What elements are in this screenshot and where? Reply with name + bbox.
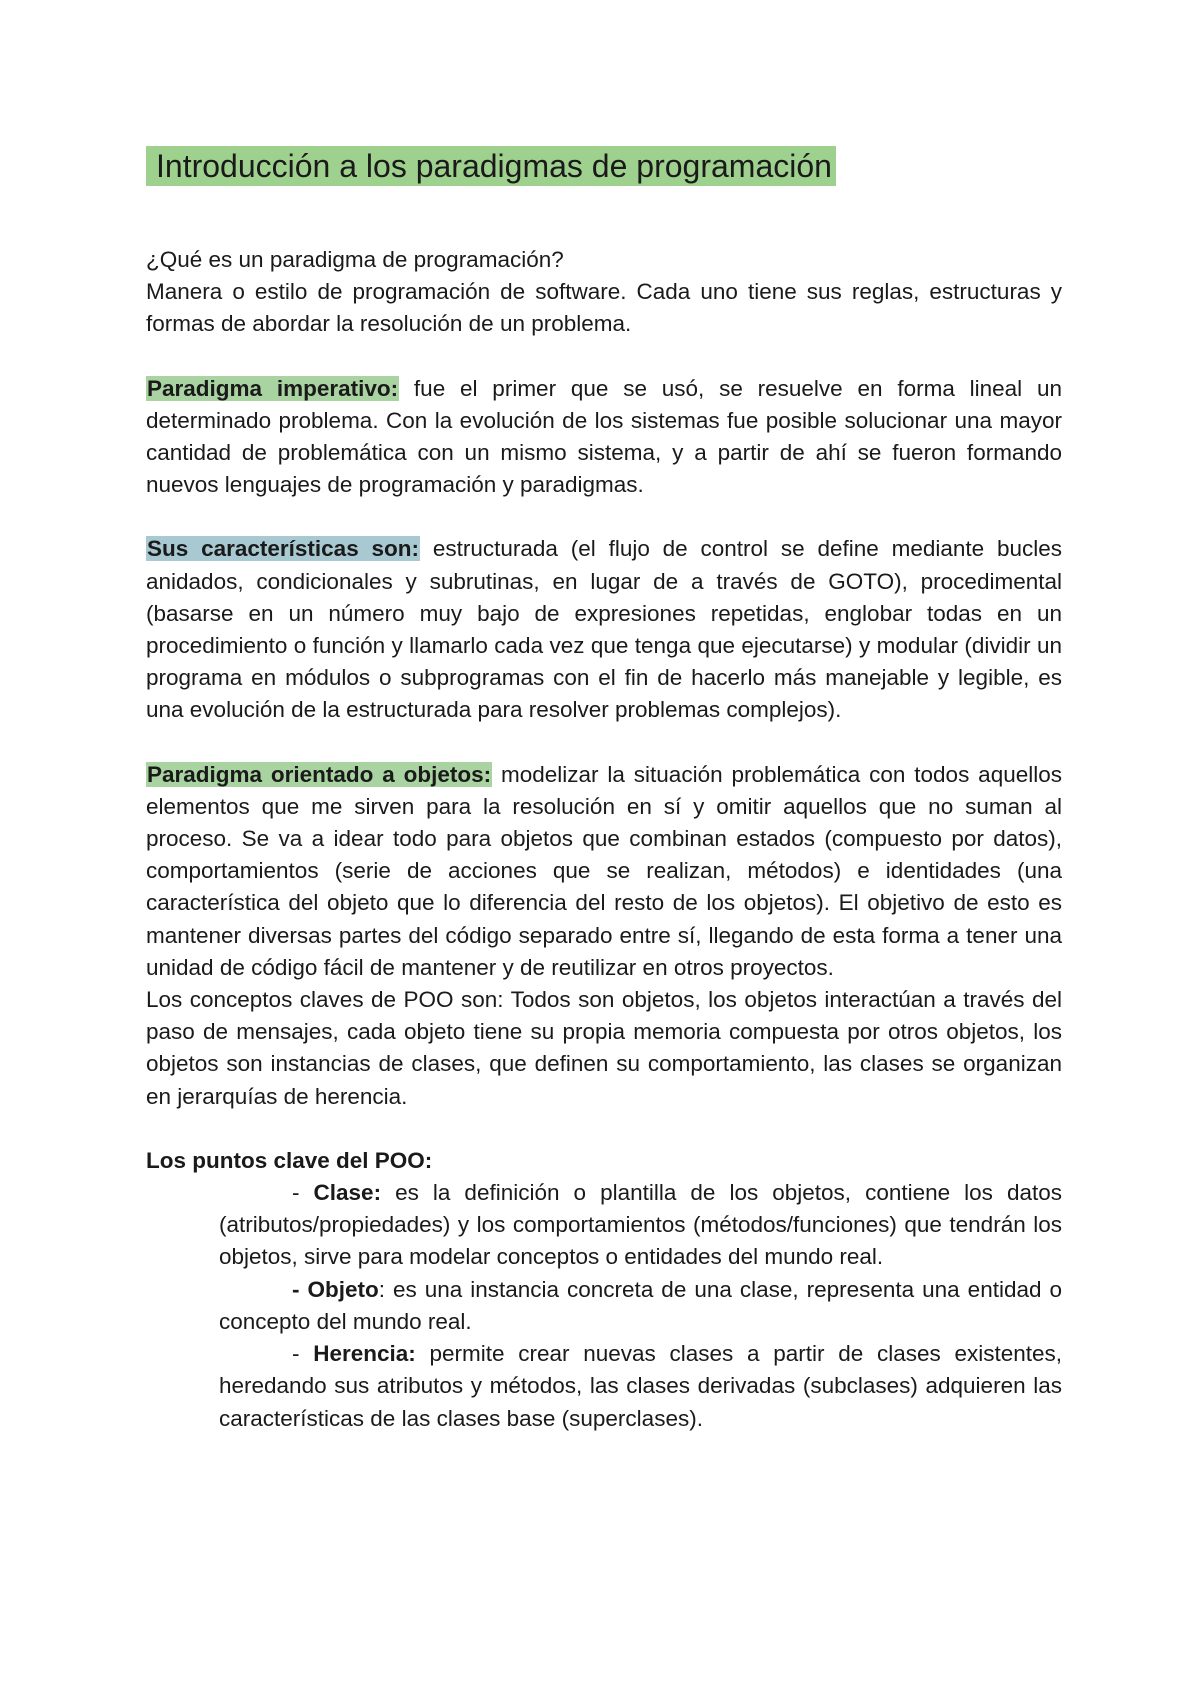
imperativo-paragraph [146, 373, 1062, 502]
poo-conceptos-paragraph: Los conceptos claves de POO son: Todos son objetos, los objetos interactúan a través del paso de mensajes, cada objeto tiene su propia memoria compuesta por otros objetos, los objetos son instancias de clases, que definen su comportamiento, las clases se organizan en jerarquías de herencia. [146, 987, 1062, 1109]
imperativo-label: Paradigma imperativo: [147, 375, 399, 401]
list-item-term: Herencia: [313, 1341, 416, 1367]
caracteristicas-text: estructurada (el flujo de control se define mediante bucles anidados, condicionales y subrutinas, en lugar de a través de GOTO), procedimental (basarse en un número muy bajo de expresiones repetidas, englobar todas en un procedimiento o función y llamarlo cada vez que tenga que ejecutarse) y modular (dividir un programa en módulos o subprogramas con el fin de hacerlo más manejable y legible, es una evolución de la estructurada para resolver problemas complejos). [146, 536, 1062, 723]
spacer [146, 501, 1062, 533]
puntos-clave-heading: Los puntos clave del POO: [146, 1147, 433, 1173]
caracteristicas-paragraph [146, 533, 1062, 726]
list-item-term: - Objeto [292, 1276, 379, 1302]
list-item-prefix: - [292, 1341, 314, 1367]
spacer [146, 727, 1062, 759]
list-item-text: es la definición o plantilla de los objetos, contiene los datos (atributos/propiedades) y los comportamientos (métodos/funciones) que tendrán los objetos, sirve para modelar conceptos o entidades del mundo real. [219, 1180, 1062, 1270]
puntos-clave-list [146, 1177, 1062, 1435]
list-item-term: Clase: [313, 1180, 382, 1206]
spacer [146, 341, 1062, 373]
imperativo-text: fue el primer que se usó, se resuelve en forma lineal un determinado problema. Con la evolución de los sistemas fue posible solucionar una mayor cantidad de problemática con un mismo sistema, y a partir de ahí se fueron formando nuevos lenguajes de programación y paradigmas. [146, 375, 1062, 498]
poo-label: Paradigma orientado a objetos: [147, 761, 492, 787]
list-item [219, 1177, 1062, 1274]
spacer [146, 1113, 1062, 1145]
document-title: Introducción a los paradigmas de programación [146, 146, 836, 186]
poo-paragraph [146, 759, 1062, 984]
definition-paragraph: Manera o estilo de programación de software. Cada uno tiene sus reglas, estructuras y formas de abordar la resolución de un problema. [146, 279, 1062, 337]
document-page [146, 146, 1062, 1435]
list-item-prefix: - [292, 1180, 314, 1206]
list-item-text: permite crear nuevas clases a partir de clases existentes, heredando sus atributos y métodos, las clases derivadas (subclases) adquieren las características de las clases base (superclases). [219, 1341, 1062, 1431]
list-item-text: : es una instancia concreta de una clase, representa una entidad o concepto del mundo real. [219, 1276, 1062, 1334]
list-item [219, 1338, 1062, 1435]
question-line: ¿Qué es un paradigma de programación? [146, 247, 564, 272]
poo-text: modelizar la situación problemática con todos aquellos elementos que me sirven para la resolución en sí y omitir aquellos que no suman al proceso. Se va a idear todo para objetos que combinan estados (compuesto por datos), comportamientos (serie de acciones que se realizan, métodos) e identidades (una característica del objeto que lo diferencia del resto de los objetos). El objetivo de esto es mantener diversas partes del código separado entre sí, llegando de esta forma a tener una unidad de código fácil de mantener y de reutilizar en otros proyectos. [146, 761, 1062, 980]
spacer [146, 186, 1062, 244]
list-item [219, 1274, 1062, 1338]
caracteristicas-label: Sus características son: [147, 536, 420, 562]
